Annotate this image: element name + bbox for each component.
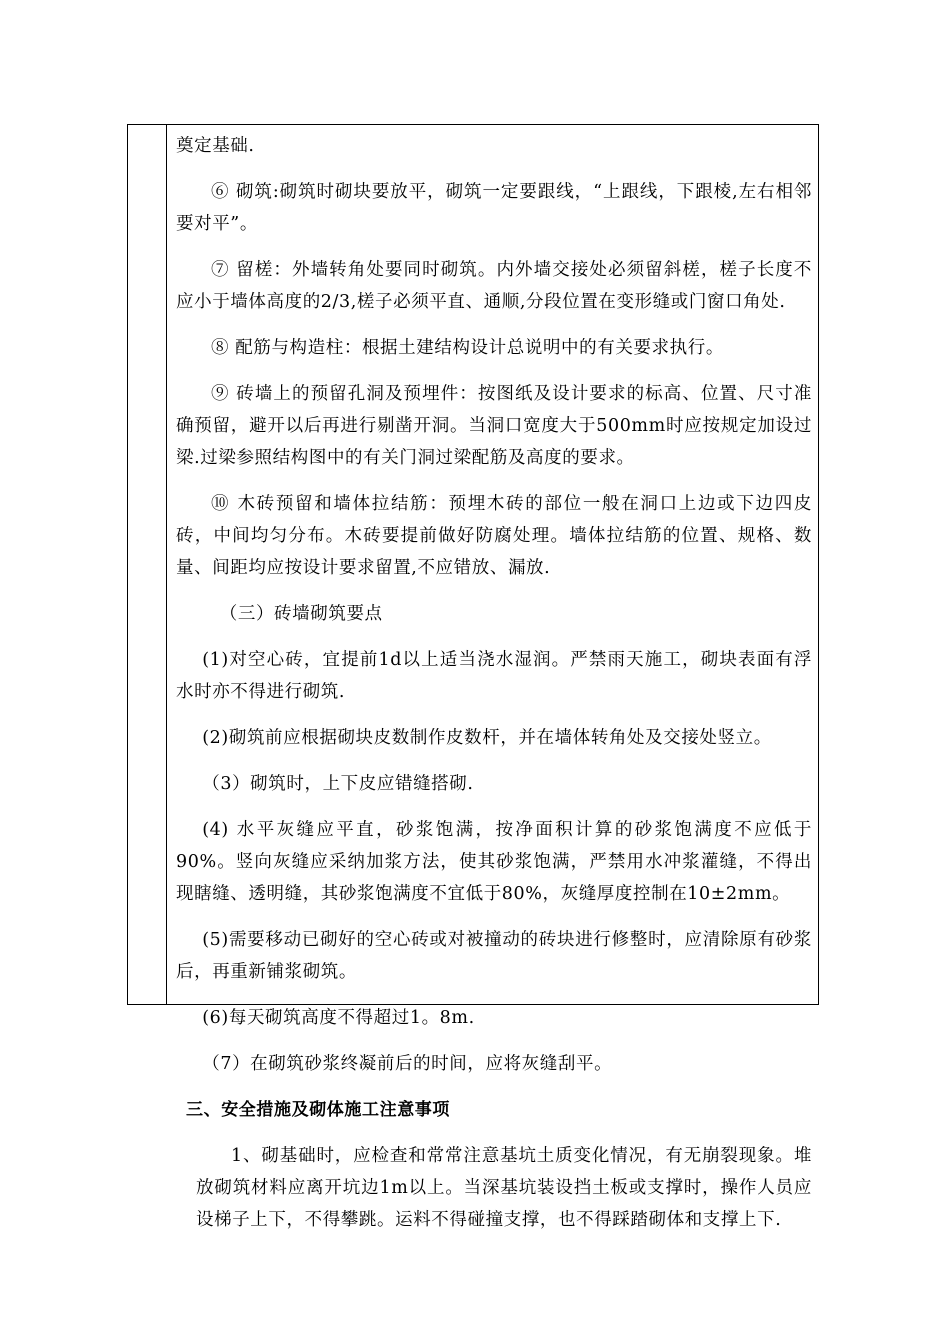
paragraph-item-7: ⑦ 留槎：外墙转角处要同时砌筑。内外墙交接处必须留斜槎，槎子长度不应小于墙体高度的2/3,槎子必须平直、通顺,分段位置在变形缝或门窗口角处. bbox=[176, 260, 812, 312]
section-heading-3: （三）砖墙砌筑要点 bbox=[219, 604, 383, 624]
paragraph-item-10: ⑩ 木砖预留和墙体拉结筋：预埋木砖的部位一般在洞口上边或下边四皮砖，中间均匀分布。木砖要提前做好防腐处理。墙体拉结筋的位置、规格、数量、间距均应按设计要求留置,不应错放、漏放. bbox=[176, 494, 812, 578]
paragraph-foundation: 奠定基础. bbox=[176, 136, 255, 156]
paragraph-point-7: （7）在砌筑砂浆终凝前后的时间，应将灰缝刮平。 bbox=[202, 1054, 613, 1074]
paragraph-point-6: (6)每天砌筑高度不得超过1。8m. bbox=[202, 1008, 475, 1028]
paragraph-point-5: (5)需要移动已砌好的空心砖或对被撞动的砖块进行修整时，应清除原有砂浆后，再重新铺浆砌筑。 bbox=[176, 930, 812, 982]
paragraph-point-3: （3）砌筑时，上下皮应错缝搭砌. bbox=[202, 774, 474, 794]
paragraph-safety-1: 1、砌基础时，应检查和常常注意基坑土质变化情况，有无崩裂现象。堆放砌筑材料应离开坑边1m以上。当深基坑装设挡土板或支撑时，操作人员应设梯子上下，不得攀跳。运料不得碰撞支撑，也不得踩踏砌体和支撑上下. bbox=[196, 1146, 812, 1230]
paragraph-point-2: (2)砌筑前应根据砌块皮数制作皮数杆，并在墙体转角处及交接处竖立。 bbox=[202, 728, 772, 748]
paragraph-item-8: ⑧ 配筋与构造柱：根据土建结构设计总说明中的有关要求执行。 bbox=[211, 338, 724, 358]
document-body bbox=[176, 130, 812, 1250]
paragraph-item-6: ⑥ 砌筑:砌筑时砌块要放平，砌筑一定要跟线，“上跟线，下跟棱,左右相邻要对平”。 bbox=[176, 182, 812, 234]
paragraph-point-4: (4) 水平灰缝应平直，砂浆饱满，按净面积计算的砂浆饱满度不应低于90%。竖向灰缝应采纳加浆方法，使其砂浆饱满，严禁用水冲浆灌缝，不得出现瞎缝、透明缝，其砂浆饱满度不宜低于80%，灰缝厚度控制在10±2mm。 bbox=[176, 820, 812, 904]
table-column-divider bbox=[166, 124, 167, 1005]
section-heading-safety: 三、安全措施及砌体施工注意事项 bbox=[186, 1100, 450, 1120]
paragraph-point-1: (1)对空心砖，宜提前1d以上适当浇水湿润。严禁雨天施工，砌块表面有浮水时亦不得进行砌筑. bbox=[176, 650, 812, 702]
paragraph-item-9: ⑨ 砖墙上的预留孔洞及预埋件：按图纸及设计要求的标高、位置、尺寸准确预留，避开以后再进行剔凿开洞。当洞口宽度大于500mm时应按规定加设过梁.过梁参照结构图中的有关门洞过梁配筋及高度的要求。 bbox=[176, 384, 812, 468]
